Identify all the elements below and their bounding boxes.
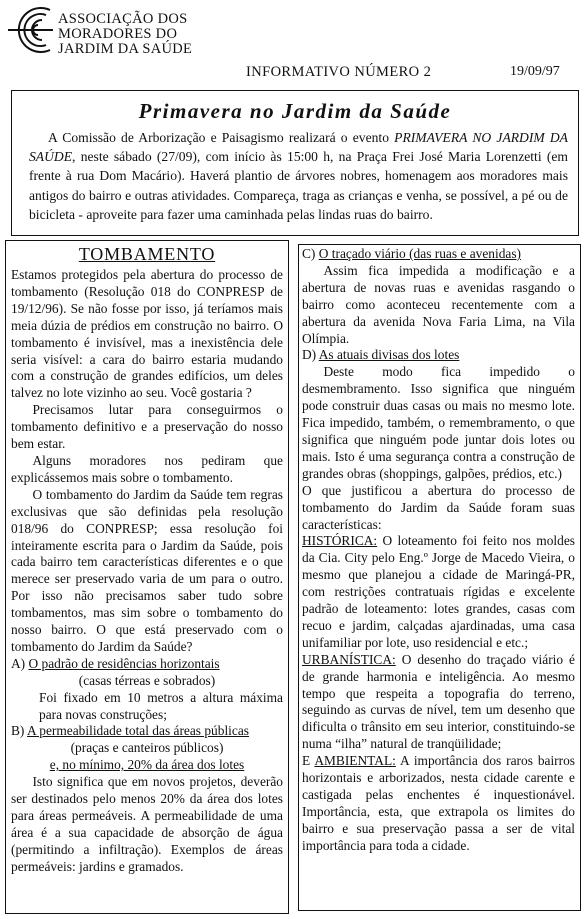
paragraph: Alguns moradores nos pediram que explicássemos mais sobre o tombamento.: [11, 452, 283, 485]
item-a-subtitle: (casas térreas e sobrados): [78, 672, 216, 688]
event-announcement: [29, 128, 568, 224]
section-title: TOMBAMENTO: [78, 244, 216, 264]
headline: Primavera no Jardim da Saúde: [138, 99, 452, 123]
intro-text: , neste sábado (27/09), com início às 15:00 h, na Praça Frei José Maria Lorenzetti (em frente à rua Dom Macário). Haverá plantio de árvores nobres, homenagem aos moradores mais antigos do bairro e outras atividades. Compareça, traga as crianças e venha, se possível, a pé ou de bicicleta - aproveite para fazer uma caminhada pelas lindas ruas do bairro.: [29, 149, 568, 222]
right-column-box: [298, 244, 581, 911]
paragraph: O que justificou a abertura do processo de tombamento do Jardim da Saúde foram suas características:: [302, 482, 575, 532]
characteristic-text: O desenho do traçado viário é de grande harmonia e inteligência. Ao mesmo tempo que respeita a topografia do terreno, seguindo as curvas de nível, tem um desenho que dificulta o trânsito em seu interior, constituindo-se numa “ilha” natural de tranqüilidade;: [302, 651, 575, 752]
item-title: O traçado viário (das ruas e avenidas): [318, 246, 522, 261]
item-b-text: Isto significa que em novos projetos, deverão ser destinados pelo menos 20% da área dos lotes para áreas permeáveis. A permeabilidade de uma área é a sua capacidade de absorção de água (permitindo a infiltração). Exemplos de áreas permeáveis: jardins e gramados.: [11, 774, 283, 874]
item-d-heading: [302, 347, 575, 364]
paragraph: Estamos protegidos pela abertura do processo de tombamento (Resolução 018 do CONPRESP de 19/12/96). Se não fosse por isso, já teríamos mais meia dúzia de prédios em construção no bairro. O tombamento é invisível, mas a inexistência dele seria visível: a cara do bairro estaria mudando com a construção de grandes edifícios, um deles talvez no lote vizinho ao seu. Você gostaria ?: [11, 267, 283, 401]
characteristic-text: A importância dos raros bairros horizontais e arborizados, nesta cidade carente e castigada pelas enchentes é inquestionável. Importância, esta, que extrapola os limites do bairro e sua preservação passa a ser de vital importância para toda a cidade.: [302, 753, 576, 853]
environmental-paragraph: [302, 753, 575, 854]
item-a-text: Foi fixado em 10 metros a altura máxima para novas construções;: [39, 689, 283, 722]
item-label: A): [11, 655, 26, 671]
org-line: MORADORES DO: [58, 26, 178, 42]
association-logo: [6, 6, 54, 54]
bulletin-number: INFORMATIVO NÚMERO 2: [246, 64, 432, 80]
org-line: JARDIM DA SAÚDE: [58, 41, 193, 57]
bulletin-date: 19/09/97: [510, 64, 560, 79]
organization-name: [58, 12, 192, 57]
item-c-heading: [302, 246, 575, 263]
spring-event-box: [11, 90, 579, 236]
item-title: O padrão de residências horizontais: [28, 655, 220, 671]
intro-text: A Comissão de Arborização e Paisagismo realizará o evento: [48, 130, 395, 145]
item-label: C): [302, 246, 316, 261]
item-label: B): [11, 723, 25, 739]
item-d-text: Deste modo fica impedido o desmembramento. Isso significa que ninguém pode construir duas casas ou mais no mesmo lote. Fica impedido, também, o remembramento, o que significa que ninguém pode juntar dois lotes ou mais. Isto é uma segurança contra a construção de grandes obras (shoppings, galpões, prédios, etc.): [302, 364, 575, 481]
characteristic-label: URBANÍSTICA:: [302, 651, 396, 667]
org-line: ASSOCIAÇÃO DOS: [58, 11, 188, 27]
characteristic-label: AMBIENTAL:: [314, 753, 396, 769]
paragraph: Precisamos lutar para conseguirmos o tombamento definitivo e a preservação do nosso bem estar.: [11, 402, 283, 452]
item-title: As atuais divisas dos lotes: [318, 347, 460, 363]
left-column: [11, 243, 283, 876]
left-column-box: [5, 240, 289, 914]
characteristic-label: HISTÓRICA:: [302, 533, 378, 549]
paragraph: O tombamento do Jardim da Saúde tem regras exclusivas que são definidas pela resolução 018/96 do CONPRESP; essa resolução foi inteiramente escrita para o Jardim da Saúde, pois cada bairro tem características diferentes e o que merece ser preservado varia de um para o outro. Por isso não precisamos saber tudo sobre tombamentos, mas sim sobre o tombamento do nosso bairro. O que está preservado com o tombamento do Jardim da Saúde?: [11, 486, 283, 654]
characteristic-text: O loteamento foi feito nos moldes da Cia. City pelo Eng.º Jorge de Macedo Vieira, o mesmo que planejou a cidade de Maringá-PR, com restrições contratuais rígidas e excelente padrão de loteamento: lotes grandes, casas com recuo e jardim, calçadas ajardinadas, uma casa unifamiliar por lote, uso residencial e etc.;: [302, 533, 575, 650]
event-name: PRIMAVERA NO JARDIM DA SAÚDE: [29, 130, 568, 165]
urbanistic-paragraph: [302, 652, 575, 753]
right-column: [302, 246, 575, 855]
item-b-heading: [11, 723, 283, 740]
item-c-text: Assim fica impedida a modificação e a abertura de novas ruas e avenidas rasgando o bairro como aconteceu recentemente com a abertura da avenida Nova Faria Lima, na Vila Olímpia.: [302, 262, 575, 346]
item-b-subtitle: e, no mínimo, 20% da área dos lotes: [49, 757, 245, 773]
item-label: D): [302, 347, 317, 363]
item-title: A permeabilidade total das áreas públicas: [27, 723, 249, 739]
characteristic-prefix: E: [302, 753, 315, 769]
item-a-heading: [11, 656, 283, 673]
item-b-subtitle: (praças e canteiros públicos): [70, 740, 224, 756]
historic-paragraph: [302, 533, 575, 651]
